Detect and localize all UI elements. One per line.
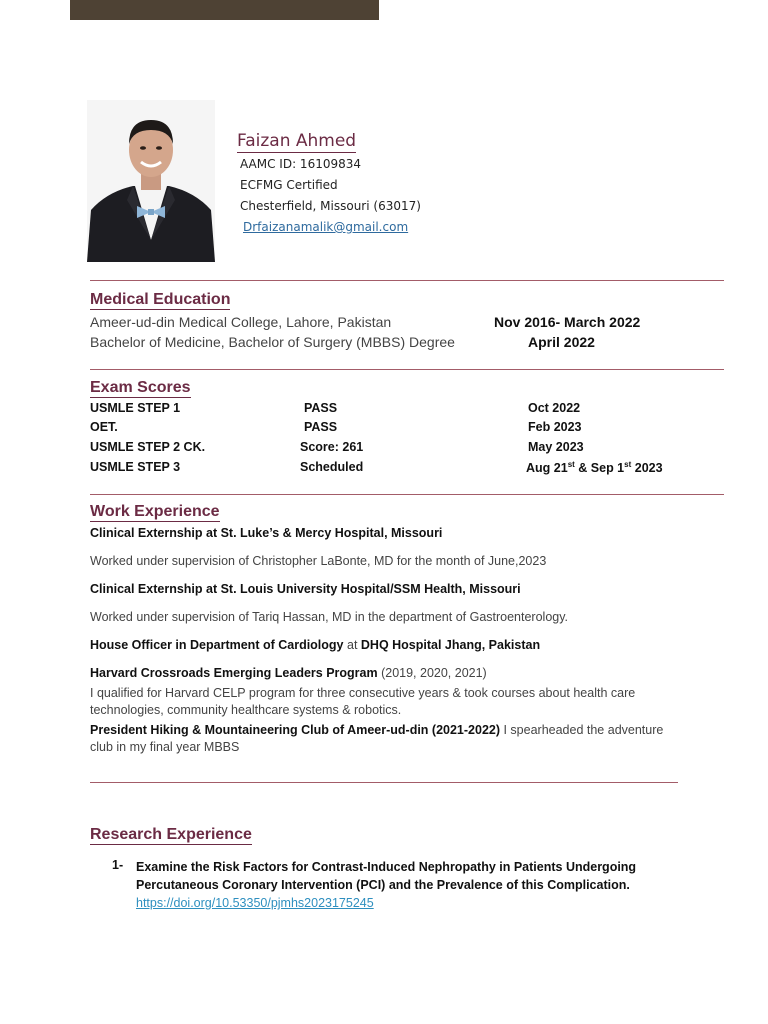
exam-name: USMLE STEP 1 <box>90 401 181 415</box>
exam-date: Oct 2022 <box>528 401 581 415</box>
divider <box>90 494 724 495</box>
exam-result: Scheduled <box>300 460 364 474</box>
work-title: Harvard Crossroads Emerging Leaders Program (2019, 2020, 2021) <box>90 666 487 680</box>
divider <box>90 782 678 783</box>
exam-name: USMLE STEP 2 CK. <box>90 440 206 454</box>
education-degree: Bachelor of Medicine, Bachelor of Surgery (MBBS) Degree <box>90 334 455 350</box>
work-description: Worked under supervision of Tariq Hassan, MD in the department of Gastroenterology. <box>90 610 569 624</box>
divider <box>90 280 724 281</box>
exam-date: May 2023 <box>528 440 584 454</box>
aamc-id: AAMC ID: 16109834 <box>240 157 362 171</box>
header-bar <box>70 0 379 20</box>
section-heading-work: Work Experience <box>90 503 220 520</box>
exam-result: PASS <box>304 420 338 434</box>
education-degree-date: April 2022 <box>528 334 595 350</box>
education-school-date: Nov 2016- March 2022 <box>494 314 641 330</box>
education-school: Ameer-ud-din Medical College, Lahore, Pakistan <box>90 314 392 330</box>
work-description: I qualified for Harvard CELP program for three consecutive years & took courses about health care technologies, community healthcare systems & robotics. <box>90 686 636 717</box>
certification: ECFMG Certified <box>240 178 338 192</box>
exam-name: USMLE STEP 3 <box>90 460 181 474</box>
profile-photo <box>87 100 215 262</box>
exam-date: Aug 21st & Sep 1st 2023 <box>526 460 663 476</box>
location: Chesterfield, Missouri (63017) <box>240 199 421 213</box>
work-title: House Officer in Department of Cardiology at DHQ Hospital Jhang, Pakistan <box>90 638 541 652</box>
section-heading-exams: Exam Scores <box>90 379 191 396</box>
exam-result: Score: 261 <box>300 440 364 454</box>
exam-date: Feb 2023 <box>528 420 582 434</box>
work-title: Clinical Externship at St. Luke’s & Mercy Hospital, Missouri <box>90 526 443 540</box>
research-doi-link[interactable]: https://doi.org/10.53350/pjmhs2023175245 <box>136 896 374 910</box>
exam-result: PASS <box>304 401 338 415</box>
exam-name: OET. <box>90 420 118 434</box>
section-heading-research: Research Experience <box>90 826 252 843</box>
divider <box>90 369 724 370</box>
research-number: 1- <box>112 858 124 872</box>
work-entry: President Hiking & Mountaineering Club of Ameer-ud-din (2021-2022) I spearheaded the adventure club in my final year MBBS <box>90 723 664 754</box>
work-description: Worked under supervision of Christopher LaBonte, MD for the month of June,2023 <box>90 554 547 568</box>
work-title: Clinical Externship at St. Louis University Hospital/SSM Health, Missouri <box>90 582 521 596</box>
research-item: Examine the Risk Factors for Contrast-Induced Nephropathy in Patients Undergoing Percutaneous Coronary Intervention (PCI) and the Prevalence of this Complication. https://doi.org/10.53350/pjmhs2023175245 <box>136 860 637 910</box>
email-link[interactable]: Drfaizanamalik@gmail.com <box>243 220 409 234</box>
section-heading-education: Medical Education <box>90 291 231 308</box>
candidate-name: Faizan Ahmed <box>237 131 357 151</box>
